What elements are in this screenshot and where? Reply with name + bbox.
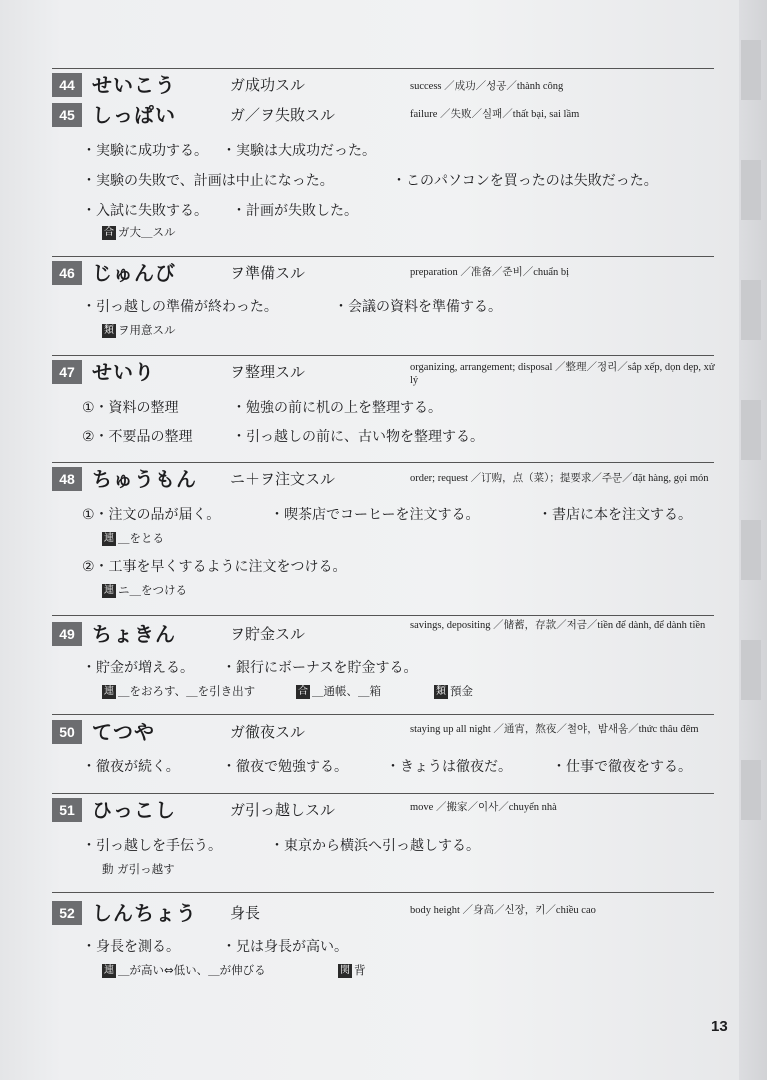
entry-header-47: [52, 357, 714, 387]
entry-number: 44: [52, 73, 82, 97]
note-text: ガ大＿スル: [118, 225, 176, 239]
vocab-entry-51: [52, 793, 714, 888]
vocab-entry-52: [52, 892, 714, 987]
entry-word: ひっこし: [92, 798, 176, 822]
entry-word: じゅんび: [92, 261, 176, 285]
entry-word: ちょきん: [92, 622, 176, 646]
entry-header-51: [52, 795, 714, 825]
entry-header-48: [52, 464, 714, 494]
entry-word: ちゅうもん: [92, 467, 197, 491]
note-badge: 連: [104, 965, 114, 976]
entry-header-52: [52, 898, 714, 928]
note-text: ニ＿をつける: [118, 583, 187, 597]
entry-kanji: ガ／ヲ失敗スル: [230, 106, 336, 124]
entry-kanji: ガ成功スル: [230, 76, 306, 94]
note-line: [434, 683, 473, 699]
entry-translation: savings, depositing ／储蓄，存款／저금／tiền để dành, để dành tiền: [410, 620, 706, 631]
example-sentence: ・徹夜で勉強する。: [222, 759, 348, 775]
entry-word: しっぱい: [92, 103, 176, 127]
example-sentence: ・引っ越しの前に、古い物を整理する。: [232, 429, 484, 445]
entry-kanji: ガ徹夜スル: [230, 723, 306, 741]
note-line: [338, 962, 366, 978]
entry-translation: organizing, arrangement; disposal ／整理／정리／sắp xếp, dọn dẹp, xử lý: [410, 362, 715, 386]
example-sentence: ・このパソコンを買ったのは失敗だった。: [392, 173, 658, 189]
example-sentence: ・会議の資料を準備する。: [334, 299, 502, 315]
note-text: ＿が高い⇔低い、＿が伸びる: [118, 963, 266, 977]
entry-number: 48: [52, 467, 82, 491]
entry-word: しんちょう: [92, 901, 197, 925]
note-line: 動 ガ引っ越す: [102, 862, 175, 876]
example-sentence: ・実験の失敗で、計画は中止になった。: [82, 173, 334, 189]
entry-word: せいこう: [92, 73, 176, 97]
example-sentence: ・銀行にボーナスを貯金する。: [222, 660, 418, 676]
example-sentence: ②・工事を早くするように注文をつける。: [82, 559, 347, 575]
note-line: [102, 582, 187, 598]
entry-translation: staying up all night ／通宵，熬夜／철야，밤새움／thức thâu đêm: [410, 724, 699, 735]
example-sentence: ・引っ越しの準備が終わった。: [82, 299, 278, 315]
page-number: 13: [711, 1018, 728, 1035]
note-badge: 合: [104, 227, 114, 238]
divider: [52, 714, 714, 715]
example-sentence: ①・資料の整理: [82, 400, 179, 416]
vocab-entry-46: [52, 256, 714, 346]
note-line: [102, 224, 176, 240]
entry-kanji: ヲ貯金スル: [230, 625, 306, 643]
example-sentence: ・書店に本を注文する。: [538, 507, 692, 523]
example-sentence: ・実験に成功する。: [82, 143, 208, 159]
example-sentence: ・入試に失敗する。: [82, 203, 208, 219]
example-sentence: ・実験は大成功だった。: [222, 143, 376, 159]
vocab-entry-44-45: [52, 68, 714, 248]
note-badge: 連: [104, 686, 114, 697]
page-edge-thumb-index: [739, 0, 767, 1080]
entry-header-44: [52, 70, 714, 100]
entry-translation: preparation ／准备／준비／chuẩn bị: [410, 267, 570, 278]
entry-header-46: [52, 258, 714, 288]
note-line: [102, 962, 266, 978]
note-badge: 類: [104, 325, 114, 336]
example-sentence: ・引っ越しを手伝う。: [82, 838, 222, 854]
entry-kanji: ニ＋ヲ注文スル: [230, 470, 336, 488]
entry-translation: move ／搬家／이사／chuyển nhà: [410, 802, 557, 813]
entry-kanji: ヲ準備スル: [230, 264, 306, 282]
divider: [52, 68, 714, 69]
entry-translation: body height ／身高／신장，키／chiều cao: [410, 905, 596, 916]
example-sentence: ・計画が失敗した。: [232, 203, 358, 219]
note-text: ＿をおろす、＿を引き出す: [118, 684, 256, 698]
example-sentence: ・きょうは徹夜だ。: [386, 759, 512, 775]
note-line: [296, 683, 381, 699]
divider: [52, 256, 714, 257]
note-text: ＿通帳、＿箱: [312, 684, 381, 698]
example-sentence: ・喫茶店でコーヒーを注文する。: [270, 507, 480, 523]
entry-number: 47: [52, 360, 82, 384]
note-line: [102, 530, 164, 546]
example-sentence: ・徹夜が続く。: [82, 759, 180, 775]
vocab-entry-48: [52, 462, 714, 612]
note-text: ヲ用意スル: [118, 323, 176, 337]
divider: [52, 892, 714, 893]
divider: [52, 462, 714, 463]
divider: [52, 355, 714, 356]
entry-number: 45: [52, 103, 82, 127]
note-badge: 連: [104, 533, 114, 544]
note-text: ＿をとる: [118, 531, 164, 545]
entry-number: 52: [52, 901, 82, 925]
entry-word: せいり: [92, 360, 155, 384]
entry-translation: failure ／失败／실패／thất bại, sai lầm: [410, 109, 580, 120]
note-line: [102, 322, 176, 338]
entry-word: てつや: [92, 720, 155, 744]
note-line: [102, 683, 255, 699]
entry-translation: order; request ／订购，点（菜）；提要求／주문／đặt hàng, gọi món: [410, 473, 709, 484]
example-sentence: ①・注文の品が届く。: [82, 507, 221, 523]
note-text: 背: [354, 963, 366, 977]
example-sentence: ②・不要品の整理: [82, 429, 193, 445]
entry-translation: success ／成功／성공／thành công: [410, 81, 564, 92]
example-sentence: ・勉強の前に机の上を整理する。: [232, 400, 442, 416]
note-badge: 連: [104, 585, 114, 596]
vocab-entry-49: [52, 615, 714, 710]
divider: [52, 615, 714, 616]
entry-kanji: ガ引っ越しスル: [230, 801, 336, 819]
entry-number: 51: [52, 798, 82, 822]
entry-kanji: ヲ整理スル: [230, 363, 306, 381]
divider: [52, 793, 714, 794]
vocab-entry-50: [52, 714, 714, 789]
example-sentence: ・仕事で徹夜をする。: [552, 759, 692, 775]
vocab-entry-47: [52, 355, 714, 455]
note-text: 預金: [450, 684, 473, 698]
entry-kanji: 身長: [230, 904, 261, 922]
note-badge: 関: [340, 965, 350, 976]
note-badge: 合: [298, 686, 308, 697]
entry-number: 46: [52, 261, 82, 285]
entry-header-49: [52, 619, 714, 649]
example-sentence: ・身長を測る。: [82, 939, 180, 955]
note-badge: 類: [436, 686, 446, 697]
entry-number: 50: [52, 720, 82, 744]
entry-header-50: [52, 717, 714, 747]
example-sentence: ・東京から横浜へ引っ越しする。: [270, 838, 480, 854]
example-sentence: ・貯金が増える。: [82, 660, 194, 676]
entry-header-45: [52, 100, 714, 130]
example-sentence: ・兄は身長が高い。: [222, 939, 348, 955]
entry-number: 49: [52, 622, 82, 646]
